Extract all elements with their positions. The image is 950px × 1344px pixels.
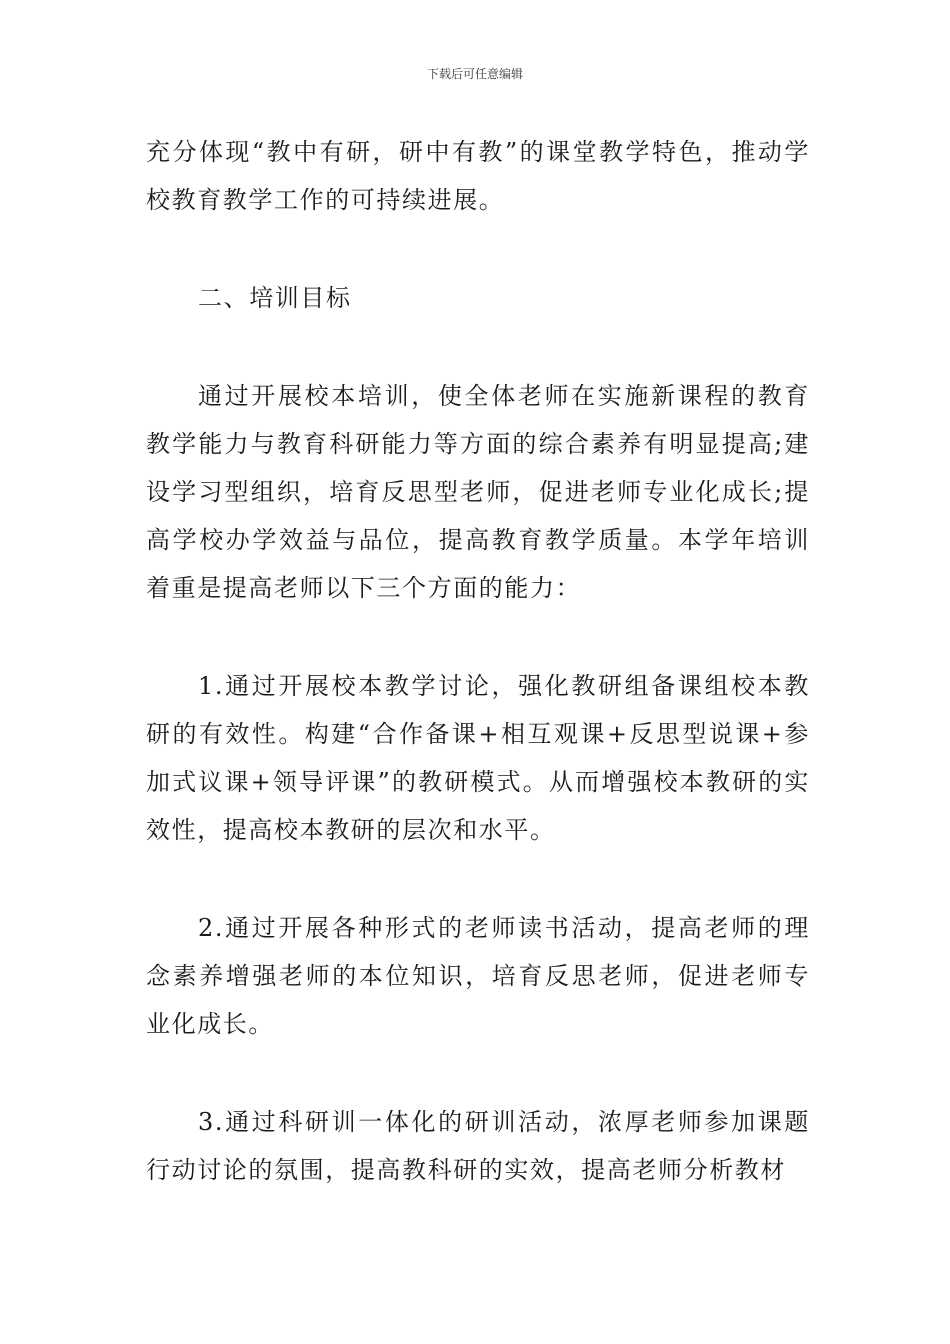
list-item-3: 3.通过科研训一体化的研训活动，浓厚老师参加课题行动讨论的氛围，提高教科研的实效，提高老师分析教材: [146, 1108, 810, 1184]
paragraph-gap: [146, 1048, 810, 1098]
paragraph-gap: [146, 612, 810, 662]
paragraph-continuation: 充分体现“教中有研，研中有教”的课堂教学特色，推动学校教育教学工作的可持续进展。: [146, 138, 810, 214]
paragraph-gap: [146, 224, 810, 274]
page-header-note: 下载后可任意编辑: [426, 67, 523, 81]
list-item-1: 1.通过开展校本教学讨论，强化教研组备课组校本教研的有效性。构建“合作备课+相互观课+反思型说课+参加式议课+领导评课”的教研模式。从而增强校本教研的实效性，提高校本教研的层次和水平。: [146, 672, 810, 844]
section-heading: 二、培训目标: [198, 284, 352, 312]
list-item-2: 2.通过开展各种形式的老师读书活动，提高老师的理念素养增强老师的本位知识，培育反思老师，促进老师专业化成长。: [146, 914, 810, 1038]
paragraph-gap: [146, 854, 810, 904]
document-body: [146, 128, 810, 1194]
paragraph-gap: [146, 322, 810, 372]
paragraph-training-goals: 通过开展校本培训，使全体老师在实施新课程的教育教学能力与教育科研能力等方面的综合素养有明显提高;建设学习型组织，培育反思型老师，促进老师专业化成长;提高学校办学效益与品位，提高教育教学质量。本学年培训着重是提高老师以下三个方面的能力：: [146, 382, 810, 602]
